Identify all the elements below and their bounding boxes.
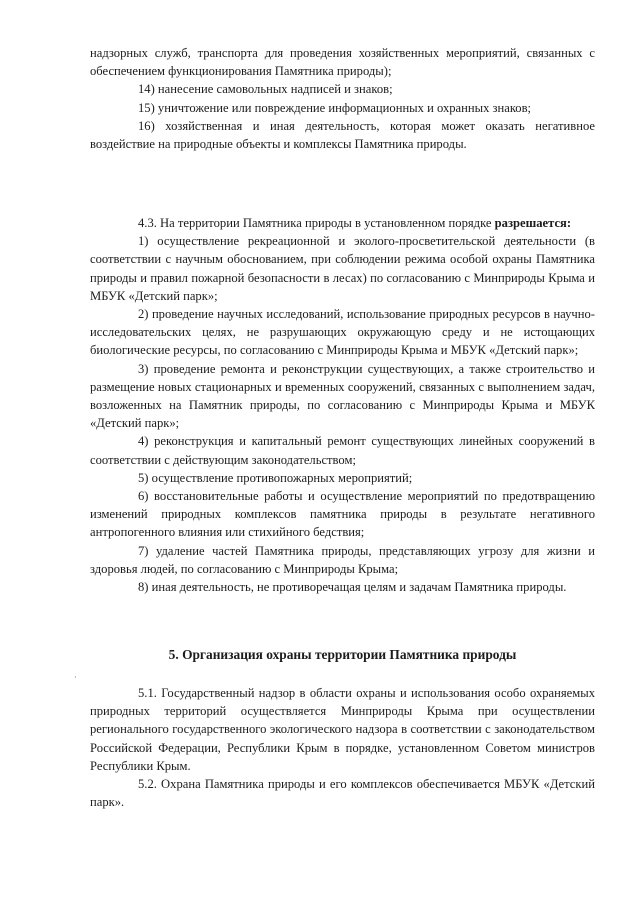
allowed-item-6: 6) восстановительные работы и осуществление мероприятий по предотвращению изменений природных комплексов памятника природы в результате негативного антропогенного влияния или стихийного бедствия; — [90, 489, 595, 540]
paragraph-5-1: 5.1. Государственный надзор в области охраны и использования особо охраняемых природных территорий осуществляется Минприроды Крыма при осуществлении регионального государственного экологического надзора в соответствии с законодательством Российской Федерации, Республики Крым в порядке, установленном Советом министров Республики Крым. — [90, 686, 595, 773]
paragraph-5-2: 5.2. Охрана Памятника природы и его комплексов обеспечивается МБУК «Детский парк». — [90, 777, 595, 810]
paragraph-continuation: надзорных служб, транспорта для проведения хозяйственных мероприятий, связанных с обеспечением функционирования Памятника природы); — [90, 46, 595, 79]
list-item-14: 14) нанесение самовольных надписей и знаков; — [138, 82, 393, 97]
allowed-item-2: 2) проведение научных исследований, использование природных ресурсов в научно-исследовательских целях, не разрушающих окружающую среду и не истощающих биологические ресурсы, по согласованию с Минприроды Крыма и МБУК «Детский парк»; — [90, 307, 595, 358]
intro-bold-text: разрешается: — [494, 216, 572, 230]
section-4-2-continuation — [90, 44, 595, 153]
allowed-item-3: 3) проведение ремонта и реконструкции существующих, а также строительство и размещение новых стационарных и временных сооружений, связанных с выполнением задач, возложенных на Памятник природы, по согласованию с Минприроды Крыма и МБУК «Детский парк»; — [90, 361, 595, 431]
section-4-3 — [90, 214, 595, 596]
intro-text: 4.3. На территории Памятника природы в установленном порядке — [138, 216, 492, 230]
section-4-3-intro — [90, 214, 595, 232]
allowed-item-7: 7) удаление частей Памятника природы, представляющих угрозу для жизни и здоровья людей, по согласованию с Минприроды Крыма; — [90, 543, 595, 576]
section-5-body — [90, 684, 595, 811]
margin-mark: · — [74, 672, 77, 682]
allowed-item-8: 8) иная деятельность, не противоречащая целям и задачам Памятника природы. — [138, 580, 567, 595]
list-item-16: 16) хозяйственная и иная деятельность, которая может оказать негативное воздействие на природные объекты и комплексы Памятника природы. — [90, 118, 595, 152]
allowed-item-5: 5) осуществление противопожарных мероприятий; — [138, 470, 413, 485]
list-item-15: 15) уничтожение или повреждение информационных и охранных знаков; — [138, 100, 532, 115]
allowed-item-4: 4) реконструкция и капитальный ремонт существующих линейных сооружений в соответствии с действующим законодательством; — [90, 434, 595, 467]
allowed-item-1: 1) осуществление рекреационной и эколого-просветительской деятельности (в соответствии с научным обоснованием, при соблюдении режима особой охраны Памятника природы и правил пожарной безопасности в лесах) по согласованию с Минприроды Крыма и МБУК «Детский парк»; — [90, 234, 595, 303]
section-5-heading: 5. Организация охраны территории Памятника природы — [168, 647, 517, 662]
